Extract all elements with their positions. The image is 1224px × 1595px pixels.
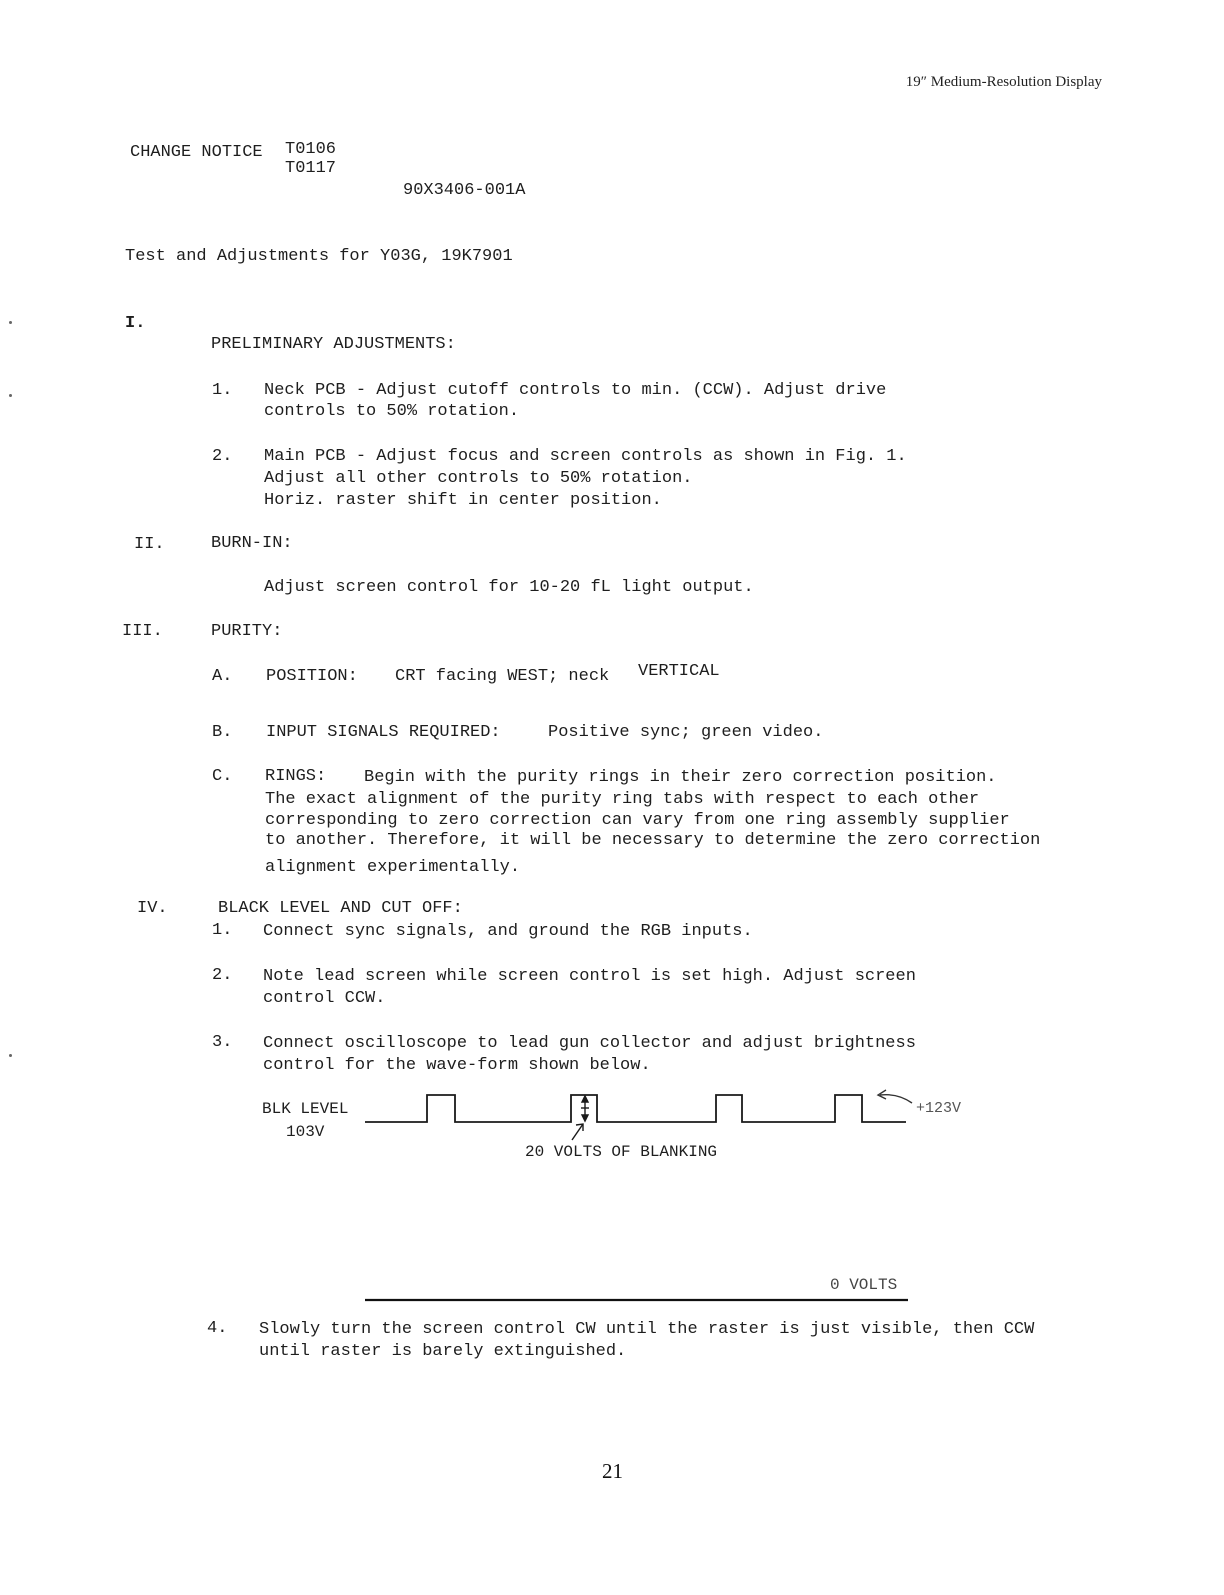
item-text-line: Note lead screen while screen control is set high. Adjust screen — [263, 967, 916, 986]
item-text-line: Adjust all other controls to 50% rotation. — [264, 469, 693, 488]
blanking-arrow-icon — [581, 1096, 589, 1121]
item-number: 1. — [212, 921, 233, 940]
section-heading: PRELIMINARY ADJUSTMENTS: — [211, 335, 456, 354]
item-number: 1. — [212, 381, 233, 400]
item-text-line: control for the wave-form shown below. — [263, 1056, 651, 1075]
item-label: A. — [212, 667, 233, 686]
peak-arrow-icon — [878, 1090, 912, 1103]
document-title: Test and Adjustments for Y03G, 19K7901 — [125, 247, 513, 266]
section-heading: PURITY: — [211, 622, 283, 641]
item-text-line: alignment experimentally. — [265, 858, 521, 877]
item-text-line: controls to 50% rotation. — [264, 402, 520, 421]
item-text-line: The exact alignment of the purity ring tabs with respect to each other — [265, 790, 980, 809]
waveform-blanking-label: 20 VOLTS OF BLANKING — [525, 1143, 718, 1161]
item-text-line: CRT facing WEST; neck — [395, 667, 610, 686]
waveform-peak-label: +123V — [916, 1100, 962, 1117]
waveform-zero-label: 0 VOLTS — [830, 1276, 898, 1294]
pointer-arrow-icon — [572, 1124, 583, 1140]
item-text-line: control CCW. — [263, 989, 386, 1008]
page-number: 21 — [602, 1459, 623, 1483]
item-text-line: VERTICAL — [638, 662, 720, 681]
item-text-line: Horiz. raster shift in center position. — [264, 491, 662, 510]
item-text-line: Neck PCB - Adjust cutoff controls to min. (CCW). Adjust drive — [264, 381, 887, 400]
item-number: 3. — [212, 1033, 233, 1052]
change-notice-number-1: T0106 — [285, 140, 337, 159]
waveform-blk-level-value: 103V — [286, 1123, 325, 1141]
running-title: 19″ Medium-Resolution Display — [905, 74, 1102, 90]
item-title: INPUT SIGNALS REQUIRED: — [266, 723, 501, 742]
item-title: POSITION: — [266, 667, 358, 686]
part-number: 90X3406-001A — [403, 181, 526, 200]
item-text-line: Main PCB - Adjust focus and screen controls as shown in Fig. 1. — [264, 447, 907, 466]
change-notice-label: CHANGE NOTICE — [130, 143, 263, 162]
item-label: C. — [212, 767, 233, 786]
change-notice-number-2: T0117 — [285, 159, 337, 178]
section-text: Adjust screen control for 10-20 fL light output. — [264, 578, 754, 597]
item-text-line: Connect oscilloscope to lead gun collector and adjust brightness — [263, 1034, 916, 1053]
item-text-line: Slowly turn the screen control CW until the raster is just visible, then CCW — [259, 1320, 1035, 1339]
item-number: 4. — [207, 1319, 228, 1338]
waveform-blk-level-label: BLK LEVEL — [262, 1100, 349, 1118]
item-text-line: to another. Therefore, it will be necessary to determine the zero correction — [265, 831, 1041, 850]
item-text-line: Begin with the purity rings in their zero correction position. — [364, 768, 997, 787]
item-text-line: Connect sync signals, and ground the RGB inputs. — [263, 922, 753, 941]
item-text-line: corresponding to zero correction can vary from one ring assembly supplier — [265, 811, 1010, 830]
section-numeral: II. — [134, 535, 165, 554]
section-heading: BURN-IN: — [211, 534, 293, 553]
item-text-line: until raster is barely extinguished. — [259, 1342, 627, 1361]
section-numeral: III. — [122, 622, 163, 641]
section-numeral: IV. — [137, 899, 168, 918]
section-heading: BLACK LEVEL AND CUT OFF: — [218, 899, 463, 918]
item-text-line: Positive sync; green video. — [548, 723, 824, 742]
item-number: 2. — [212, 447, 233, 466]
section-numeral: I. — [125, 314, 146, 333]
item-label: B. — [212, 723, 233, 742]
item-title: RINGS: — [265, 767, 327, 786]
item-number: 2. — [212, 966, 233, 985]
waveform-trace — [365, 1095, 906, 1122]
